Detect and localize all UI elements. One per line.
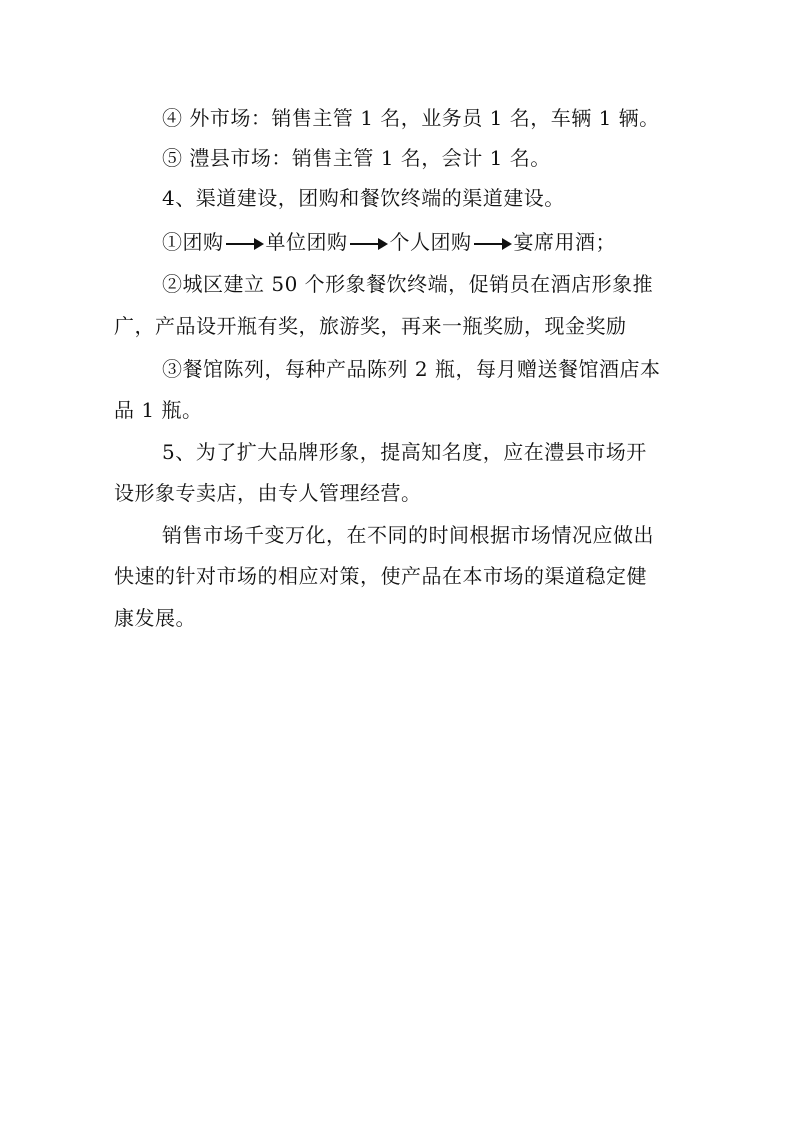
- flow-line: [162, 230, 616, 254]
- arrow-right-icon: [350, 238, 388, 250]
- paragraph-line: ④ 外市场：销售主管 1 名，业务员 1 名，车辆 1 辆。: [162, 106, 660, 130]
- paragraph-line: 品 1 瓶。: [114, 398, 203, 422]
- paragraph-line: ③餐馆陈列，每种产品陈列 2 瓶，每月赠送餐馆酒店本: [162, 357, 661, 381]
- paragraph-line: 设形象专卖店，由专人管理经营。: [114, 481, 422, 505]
- flow-prefix: ①团购: [162, 230, 224, 254]
- paragraph-line: ②城区建立 50 个形象餐饮终端，促销员在酒店形象推: [162, 272, 654, 296]
- flow-step-3: 宴席用酒；: [513, 230, 616, 254]
- arrow-right-icon: [474, 238, 512, 250]
- arrow-right-icon: [226, 238, 264, 250]
- paragraph-line: 销售市场千变万化，在不同的时间根据市场情况应做出: [162, 523, 654, 547]
- flow-step-1: 单位团购: [265, 230, 348, 254]
- paragraph-line: 康发展。: [114, 606, 196, 630]
- paragraph-line: 广，产品设开瓶有奖，旅游奖，再来一瓶奖励，现金奖励: [114, 314, 627, 338]
- paragraph-line: 快速的针对市场的相应对策，使产品在本市场的渠道稳定健: [114, 564, 647, 588]
- flow-step-2: 个人团购: [389, 230, 472, 254]
- paragraph-line: 4、渠道建设，团购和餐饮终端的渠道建设。: [162, 186, 565, 210]
- paragraph-line: ⑤ 澧县市场：销售主管 1 名，会计 1 名。: [162, 146, 551, 170]
- paragraph-line: 5、为了扩大品牌形象，提高知名度，应在澧县市场开: [162, 440, 647, 464]
